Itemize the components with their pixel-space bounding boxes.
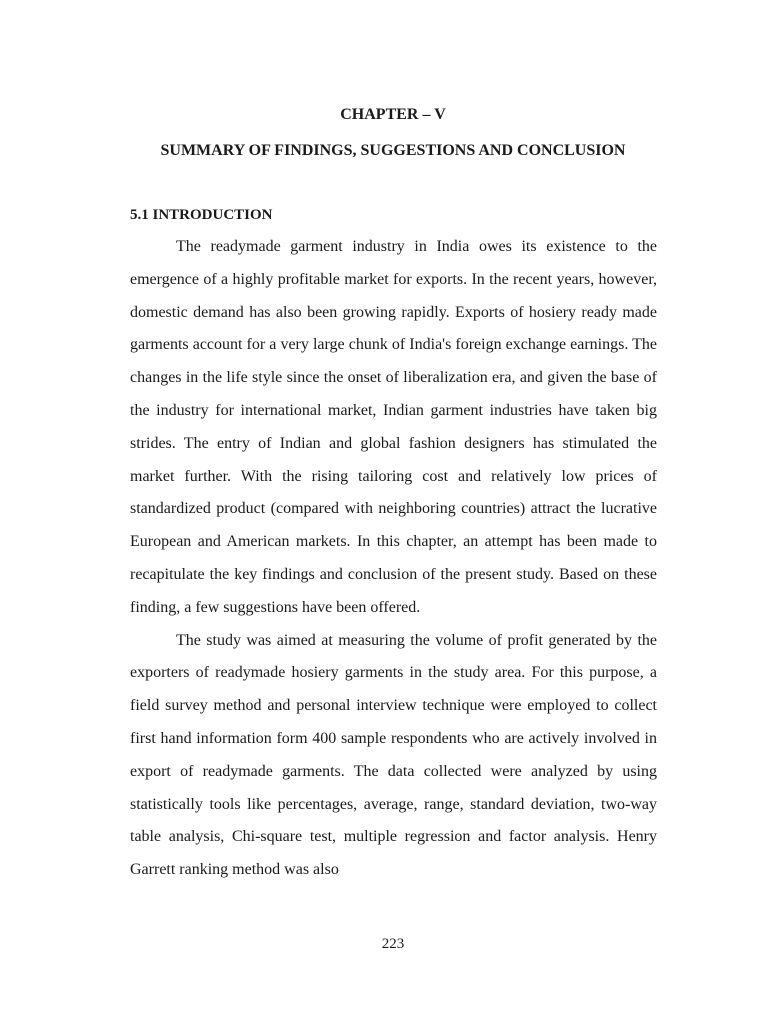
chapter-number: CHAPTER – V — [340, 106, 446, 123]
paragraph-1: The readymade garment industry in India owes its existence to the emergence of a highly profitable market for exports. In the recent years, however, domestic demand has also been growing rapidly. Exports of hosiery ready made garments account for a very large chunk of India's foreign exchange earnings. The changes in the life style since the onset of liberalization era, and given the base of the industry for international market, Indian garment industries have taken big strides. The entry of Indian and global fashion designers has stimulated the market further. With the rising tailoring cost and relatively low prices of standardized product (compared with neighboring countries) attract the lucrative European and American markets. In this chapter, an attempt has been made to recapitulate the key findings and conclusion of the present study. Based on these finding, a few suggestions have been offered. — [130, 238, 657, 616]
section-heading: 5.1 INTRODUCTION — [130, 207, 273, 223]
chapter-title: SUMMARY OF FINDINGS, SUGGESTIONS AND CONCLUSION — [160, 142, 626, 159]
page-number: 223 — [381, 936, 405, 952]
body-text — [130, 231, 657, 887]
paragraph-2: The study was aimed at measuring the volume of profit generated by the exporters of readymade hosiery garments in the study area. For this purpose, a field survey method and personal interview technique were employed to collect first hand information form 400 sample respondents who are actively involved in export of readymade garments. The data collected were analyzed by using statistically tools like percentages, average, range, standard deviation, two-way table analysis, Chi-square test, multiple regression and factor analysis. Henry Garrett ranking method was also — [130, 631, 657, 879]
